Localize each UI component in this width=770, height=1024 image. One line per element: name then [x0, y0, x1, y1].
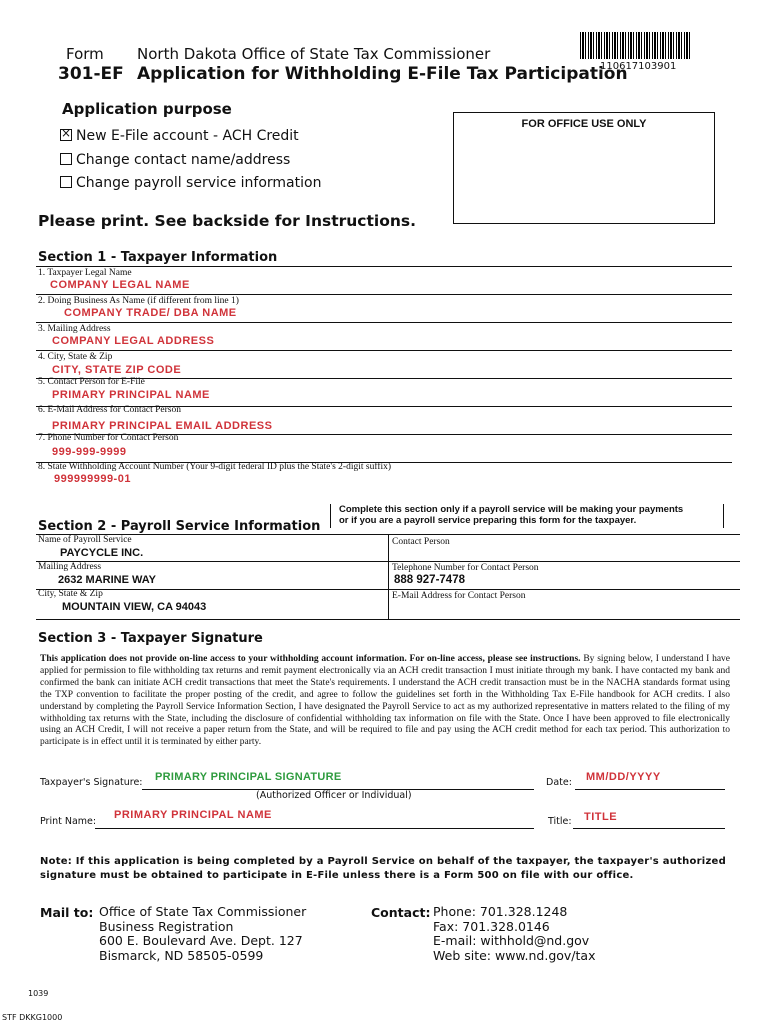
section3-heading: Section 3 - Taxpayer Signature: [38, 631, 263, 646]
service-name-field[interactable]: PAYCYCLE INC.: [60, 547, 144, 559]
signature-caption: (Authorized Officer or Individual): [256, 790, 412, 801]
mail-address: Office of State Tax Commissioner Business Registration 600 E. Boulevard Ave. Dept. 127 Bismarck, ND 58505-0599: [99, 904, 307, 963]
authorization-text: This application does not provide on-line access to your withholding account information. For on-line access, please see instructions. By signing below, I understand I have applied for permission to file withholding tax returns and remit payment electronically via an ACH credit transaction I must initiate through my bank. I have contacted my bank and confirmed the bank can initiate ACH credit transactions that meet the State's requirements. I understand the ACH credit transaction must be in the NACHA standards format using the TXP convention to facilitate the proper posting of the credit, and agree to follow the guidelines set forth in the Withholding Tax E-File handbook for ACH credits. I also understand by completing the Payroll Service Information Section, I have designated the Payroll Service to act as my authorized representative in matters related to the filing of my withholding tax returns with the State, including the disclosure of confidential withholding tax information on file with the State. Once I have been approved to file electronically using an ACH Credit, I will not receive a paper return from the State, and will be required to file and pay using the ACH credit method for each tax period. This authorization to participate is in effect until it is terminated by either party.: [40, 654, 731, 748]
mailing-address-field[interactable]: 2632 MARINE WAY: [58, 574, 157, 586]
field-contact-phone[interactable]: 7. Phone Number for Contact Person 999-999-9999: [36, 435, 732, 463]
barcode: [580, 32, 692, 59]
purpose-option-change-contact[interactable]: Change contact name/address: [60, 152, 290, 168]
footer-form-code: STF DKKG1000: [2, 1013, 63, 1022]
date-line[interactable]: [575, 787, 725, 790]
payroll-service-grid: [36, 534, 740, 620]
telephone-field[interactable]: 888 927-7478: [394, 574, 465, 586]
checkbox-icon[interactable]: [60, 153, 72, 165]
field-mailing-address[interactable]: 3. Mailing Address COMPANY LEGAL ADDRESS: [36, 323, 732, 351]
mailing-address-label: Mailing Address: [38, 562, 102, 572]
mail-to-label: Mail to:: [40, 905, 94, 920]
field-taxpayer-legal-name[interactable]: 1. Taxpayer Legal Name COMPANY LEGAL NAME: [36, 267, 732, 295]
note-line-1: Note: If this application is being completed by a Payroll Service on behalf of the taxpayer, the taxpayer's authorized: [40, 856, 726, 867]
note-line-2: signature must be obtained to participate in E-File unless there is a Form 500 on file with our office.: [40, 870, 634, 881]
contact-info: Phone: 701.328.1248 Fax: 701.328.0146 E-mail: withhold@nd.gov Web site: www.nd.gov/tax: [433, 904, 596, 963]
field-dba-name[interactable]: 2. Doing Business As Name (if different from line 1) COMPANY TRADE/ DBA NAME: [36, 295, 732, 323]
section2-heading: Section 2 - Payroll Service Information: [38, 519, 321, 534]
form-label: Form: [66, 45, 104, 63]
telephone-label: Telephone Number for Contact Person: [392, 563, 539, 573]
footer-code: 1039: [28, 989, 49, 998]
section2-note-bracket: Complete this section only if a payroll service will be making your payments or if you are a payroll service preparing this form for the taxpayer.: [330, 504, 724, 528]
agency-name: North Dakota Office of State Tax Commissioner: [137, 45, 491, 63]
print-instructions: Please print. See backside for Instructions.: [38, 212, 416, 230]
print-name-line[interactable]: [95, 826, 534, 829]
checkbox-icon[interactable]: [60, 176, 72, 188]
date-label: Date:: [546, 777, 572, 788]
field-contact-email[interactable]: 6. E-Mail Address for Contact Person PRIMARY PRINCIPAL EMAIL ADDRESS: [36, 407, 732, 435]
print-name-label: Print Name:: [40, 816, 97, 827]
field-city-state-zip[interactable]: 4. City, State & Zip CITY, STATE ZIP CODE: [36, 351, 732, 379]
contact-label: Contact:: [371, 905, 431, 920]
section1-heading: Section 1 - Taxpayer Information: [38, 250, 278, 265]
field-contact-person[interactable]: 5. Contact Person for E-File PRIMARY PRINCIPAL NAME: [36, 379, 732, 407]
date-field[interactable]: MM/DD/YYYY: [586, 771, 661, 783]
purpose-option-change-payroll[interactable]: Change payroll service information: [60, 175, 321, 191]
service-email-label: E-Mail Address for Contact Person: [392, 591, 526, 601]
form-title: Application for Withholding E-File Tax Participation: [137, 64, 628, 84]
signature-field[interactable]: PRIMARY PRINCIPAL SIGNATURE: [155, 771, 342, 783]
contact-person-label: Contact Person: [392, 537, 450, 547]
service-email-field[interactable]: [392, 603, 732, 616]
barcode-number: 110617103901: [600, 61, 677, 72]
form-number: 301-EF: [58, 64, 124, 84]
contact-person-field[interactable]: [392, 547, 732, 560]
title-field[interactable]: TITLE: [584, 811, 618, 823]
checkbox-checked-icon[interactable]: [60, 129, 72, 141]
purpose-heading: Application purpose: [62, 100, 232, 118]
purpose-option-new[interactable]: ×New E-File account - ACH Credit: [60, 128, 299, 144]
signature-label: Taxpayer's Signature:: [40, 777, 143, 788]
print-name-field[interactable]: PRIMARY PRINCIPAL NAME: [114, 809, 272, 821]
service-name-label: Name of Payroll Service: [38, 535, 132, 545]
title-line[interactable]: [573, 826, 725, 829]
title-label: Title:: [548, 816, 572, 827]
office-use-box: FOR OFFICE USE ONLY: [453, 112, 715, 224]
city-state-zip-field[interactable]: MOUNTAIN VIEW, CA 94043: [62, 601, 207, 613]
city-state-zip-label: City, State & Zip: [38, 589, 103, 599]
field-withholding-account[interactable]: 8. State Withholding Account Number (Your 9-digit federal ID plus the State's 2-digit suffix) 999999999-01: [38, 462, 392, 485]
